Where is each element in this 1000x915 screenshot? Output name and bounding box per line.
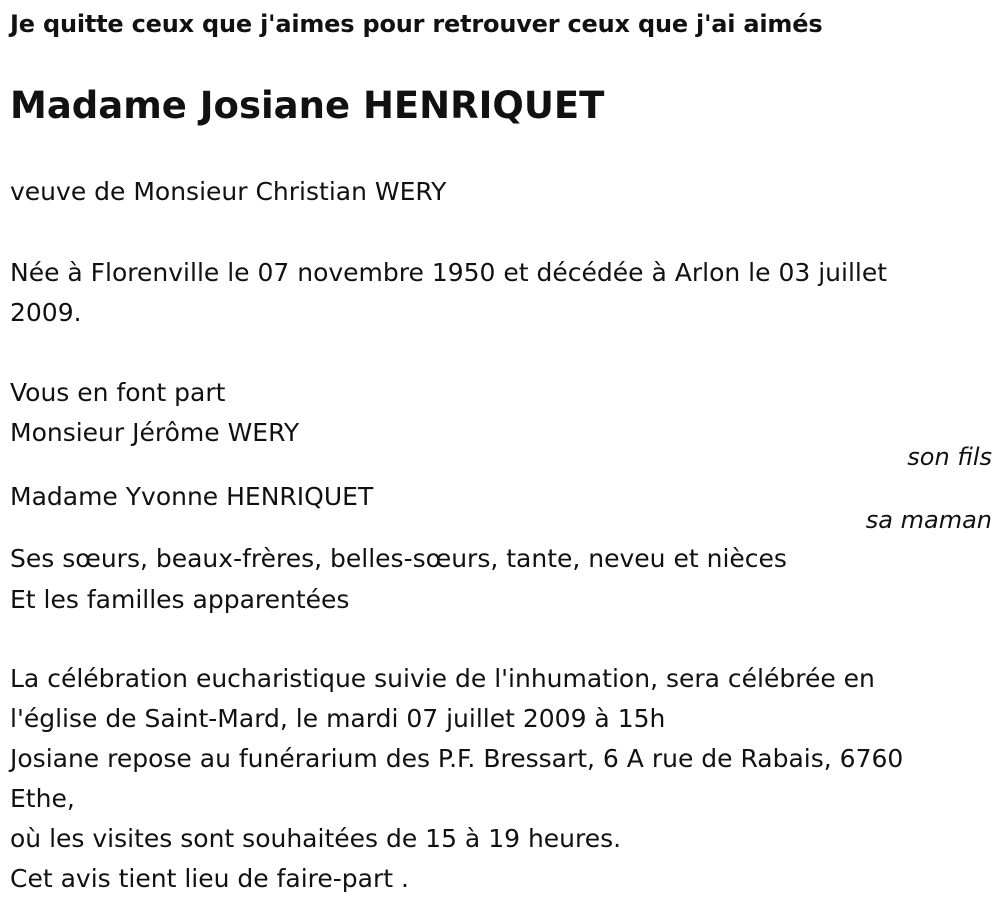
epigraph: Je quitte ceux que j'aimes pour retrouver ceux que j'ai aimés	[10, 10, 823, 38]
widow-of-line: veuve de Monsieur Christian WERY	[10, 177, 447, 206]
birth-death-line: Née à Florenville le 07 novembre 1950 et décédée à Arlon le 03 juillet	[10, 258, 888, 287]
ceremony-line: La célébration eucharistique suivie de l'inhumation, sera célébrée en	[10, 664, 875, 693]
announcers-intro: Vous en font part	[10, 378, 226, 407]
visits-line: où les visites sont souhaitées de 15 à 19 heures.	[10, 824, 622, 853]
relatives-line: Ses sœurs, beaux-frères, belles-sœurs, tante, neveu et nièces	[10, 544, 787, 573]
related-families-line: Et les familles apparentées	[10, 585, 350, 614]
family-member-relation: son fils	[907, 443, 992, 471]
funeral-home-line-continued: Ethe,	[10, 784, 75, 813]
family-member-name: Monsieur Jérôme WERY	[10, 418, 300, 447]
family-member-name: Madame Yvonne HENRIQUET	[10, 482, 374, 511]
birth-death-line-continued: 2009.	[10, 298, 82, 327]
family-member-relation: sa maman	[865, 506, 992, 534]
ceremony-location-line: l'église de Saint-Mard, le mardi 07 juillet 2009 à 15h	[10, 704, 666, 733]
funeral-home-line: Josiane repose au funérarium des P.F. Bressart, 6 A rue de Rabais, 6760	[10, 744, 904, 773]
deceased-name: Madame Josiane HENRIQUET	[10, 84, 605, 127]
closing-line: Cet avis tient lieu de faire-part .	[10, 864, 409, 893]
